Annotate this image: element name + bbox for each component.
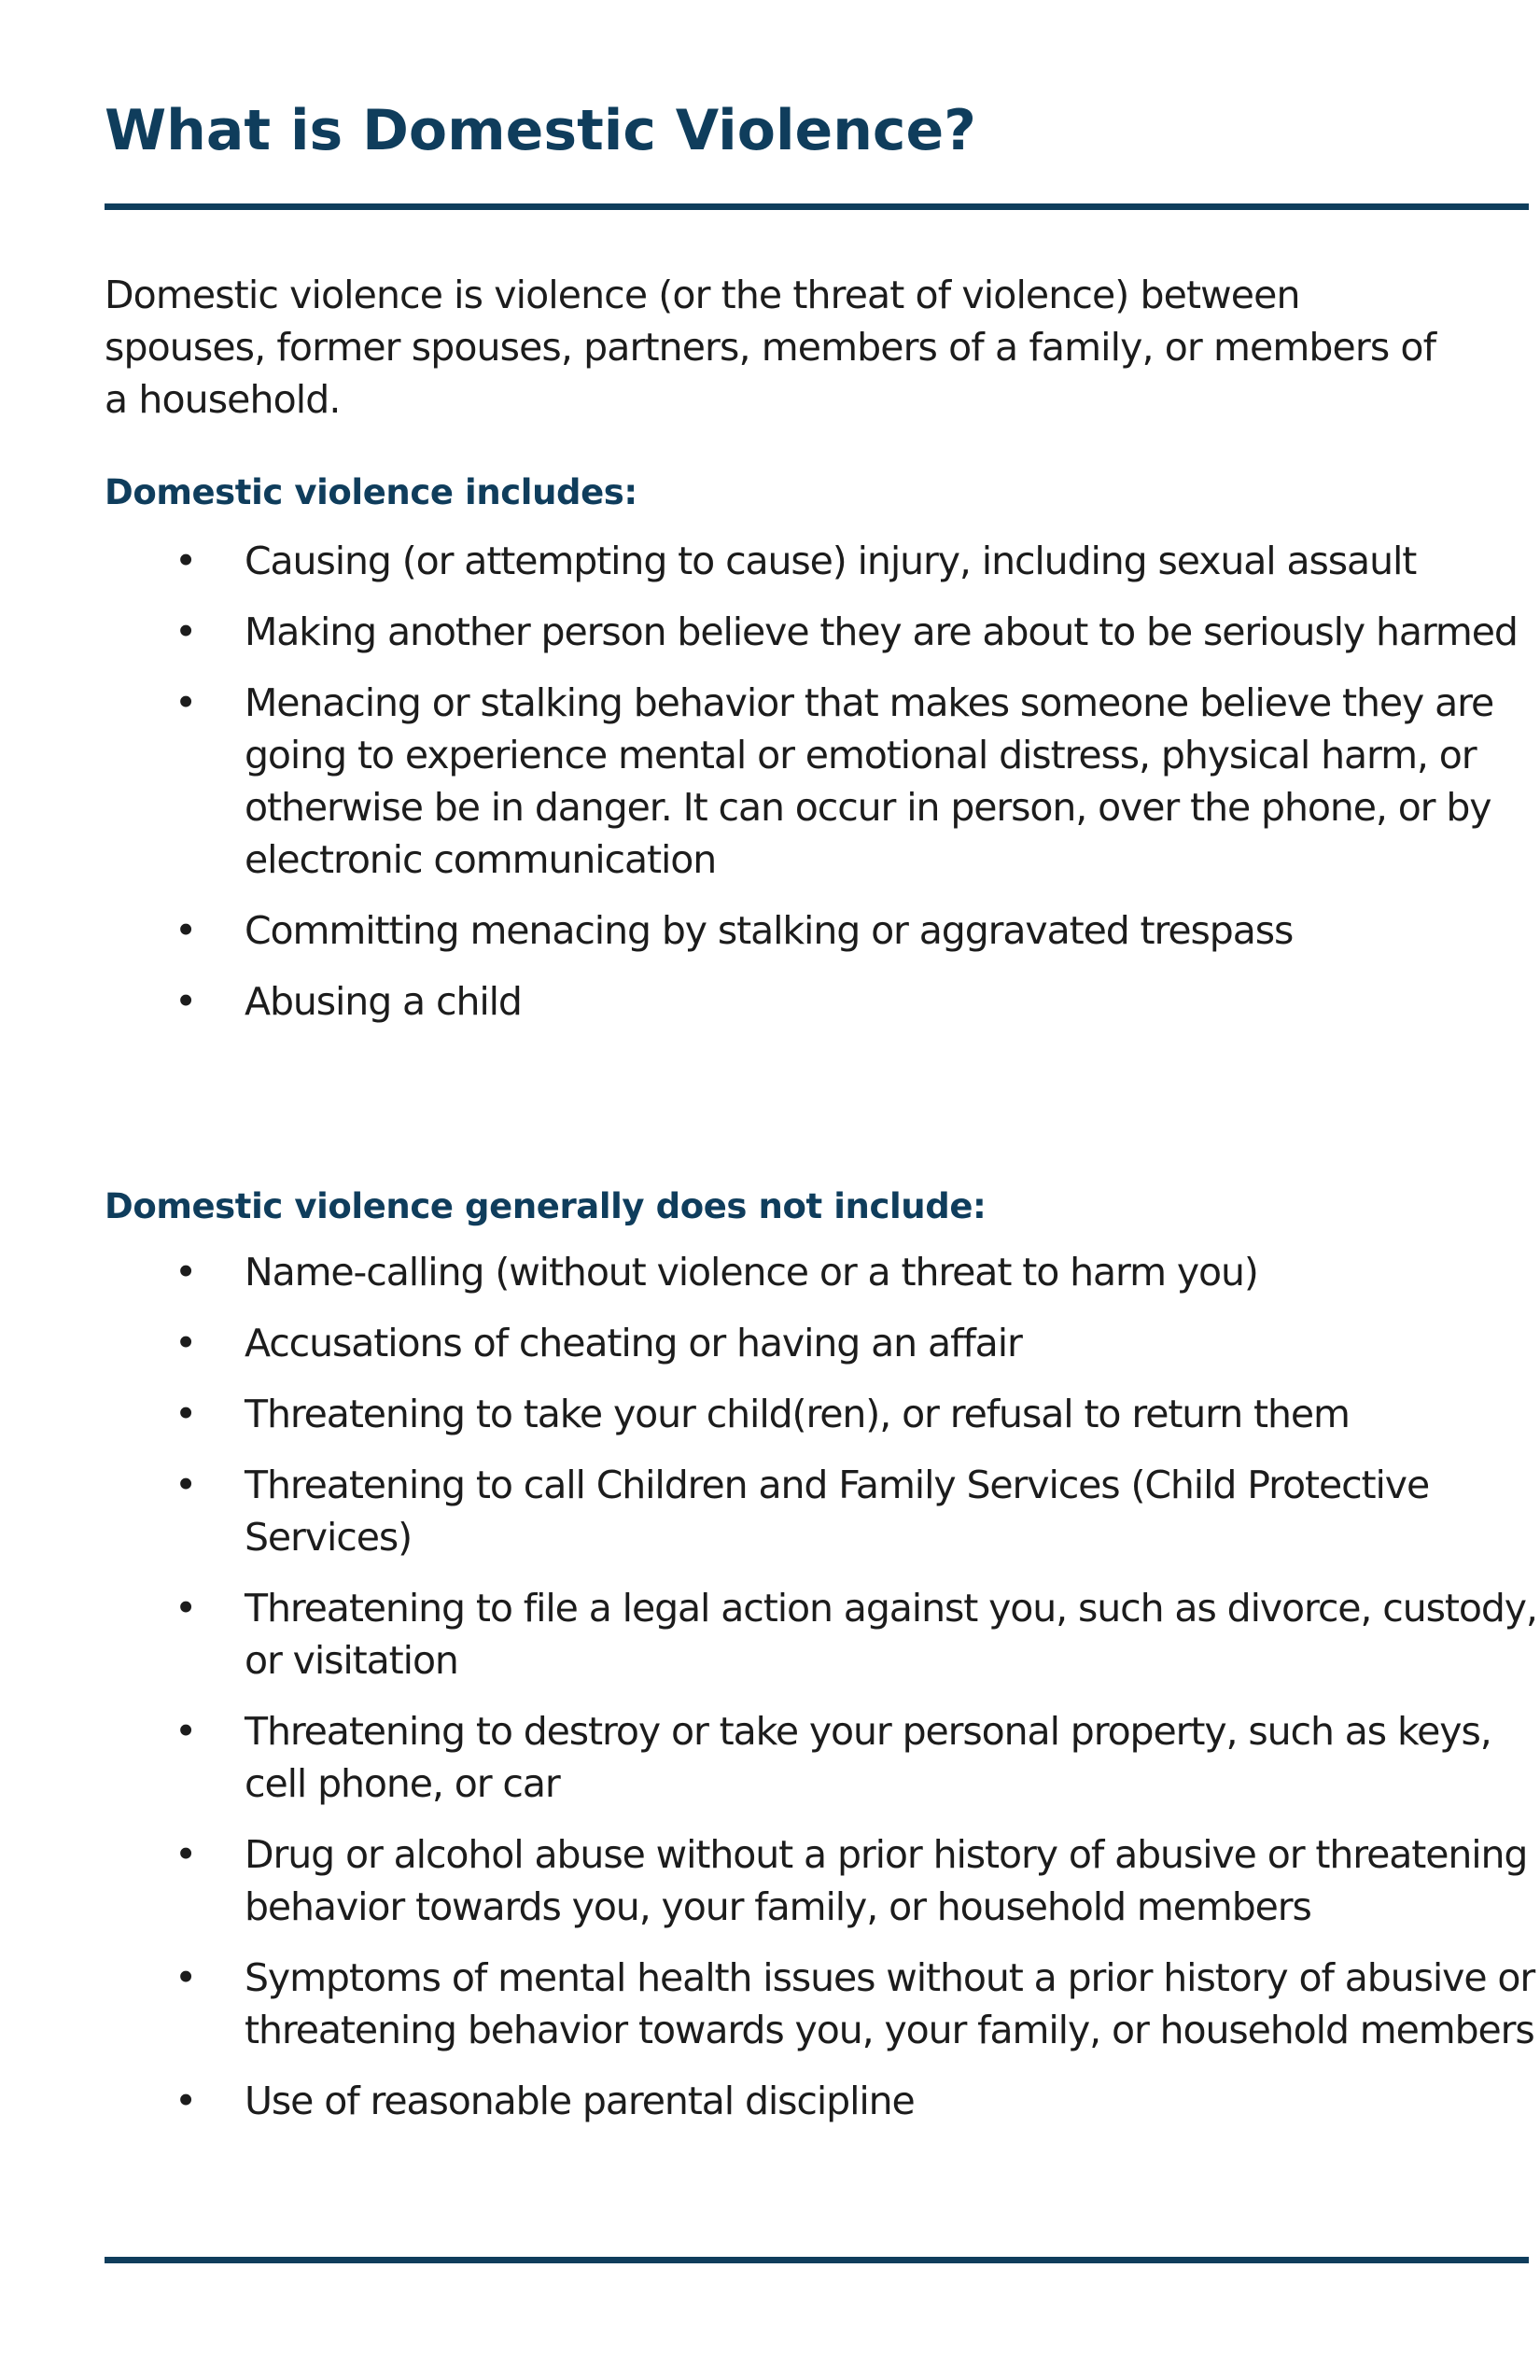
bullet-icon: • xyxy=(175,979,197,1024)
list-item-text: Threatening to file a legal action against you, such as divorce, custody, or visitation xyxy=(245,1586,1537,1683)
list-item-text: Threatening to take your child(ren), or refusal to return them xyxy=(245,1392,1350,1436)
includes-heading: Domestic violence includes: xyxy=(105,472,637,512)
list-item-text: Name-calling (without violence or a threat to harm you) xyxy=(245,1250,1258,1295)
list-item-text: Menacing or stalking behavior that makes someone believe they are going to experience mental or emotional distress, physical harm, or otherwise be in danger. It can occur in person, over the phone, or by electronic communication xyxy=(245,680,1494,882)
list-item-text: Accusations of cheating or having an affair xyxy=(245,1321,1022,1365)
list-item-text: Drug or alcohol abuse without a prior history of abusive or threatening behavior towards you, your family, or household members xyxy=(245,1832,1528,1929)
excludes-heading: Domestic violence generally does not include: xyxy=(105,1186,987,1226)
bullet-icon: • xyxy=(175,1586,197,1631)
list-item xyxy=(105,1246,1540,1298)
list-item xyxy=(105,975,1540,1028)
list-item-text: Abusing a child xyxy=(245,979,522,1024)
list-item-text: Threatening to call Children and Family Services (Child Protective Services) xyxy=(245,1463,1430,1560)
bullet-icon: • xyxy=(175,1392,197,1436)
intro-paragraph: Domestic violence is violence (or the threat of violence) between spouses, former spouses, partners, members of a family, or members of a household. xyxy=(105,273,1436,422)
list-item xyxy=(105,1388,1540,1440)
list-item xyxy=(105,1459,1540,1563)
bullet-icon: • xyxy=(175,2079,197,2123)
list-item-text: Making another person believe they are about to be seriously harmed xyxy=(245,609,1518,654)
list-item-text: Threatening to destroy or take your personal property, such as keys, cell phone, or car xyxy=(245,1709,1491,1806)
bullet-icon: • xyxy=(175,1955,197,2000)
list-item-text: Committing menacing by stalking or aggravated trespass xyxy=(245,908,1294,953)
list-item xyxy=(105,1828,1540,1933)
bullet-icon: • xyxy=(175,680,197,725)
includes-list xyxy=(105,535,1540,1028)
bullet-icon: • xyxy=(175,1463,197,1507)
list-item xyxy=(105,904,1540,957)
bullet-icon: • xyxy=(175,539,197,583)
list-item-text: Causing (or attempting to cause) injury, including sexual assault xyxy=(245,539,1417,583)
list-item xyxy=(105,1317,1540,1369)
bullet-icon: • xyxy=(175,908,197,953)
bullet-icon: • xyxy=(175,609,197,654)
bullet-icon: • xyxy=(175,1832,197,1877)
title-divider xyxy=(105,203,1529,210)
list-item xyxy=(105,2075,1540,2127)
list-item xyxy=(105,1952,1540,2056)
list-item xyxy=(105,535,1540,587)
list-item xyxy=(105,1705,1540,1810)
list-item xyxy=(105,1582,1540,1687)
bottom-divider xyxy=(105,2257,1529,2263)
bullet-icon: • xyxy=(175,1250,197,1295)
excludes-list xyxy=(105,1246,1540,2127)
list-item xyxy=(105,677,1540,886)
page-title: What is Domestic Violence? xyxy=(105,98,976,163)
list-item-text: Use of reasonable parental discipline xyxy=(245,2079,915,2123)
list-item xyxy=(105,606,1540,658)
bullet-icon: • xyxy=(175,1321,197,1365)
bullet-icon: • xyxy=(175,1709,197,1754)
list-item-text: Symptoms of mental health issues without a prior history of abusive or threatening behavior towards you, your family, or household members xyxy=(245,1955,1535,2052)
